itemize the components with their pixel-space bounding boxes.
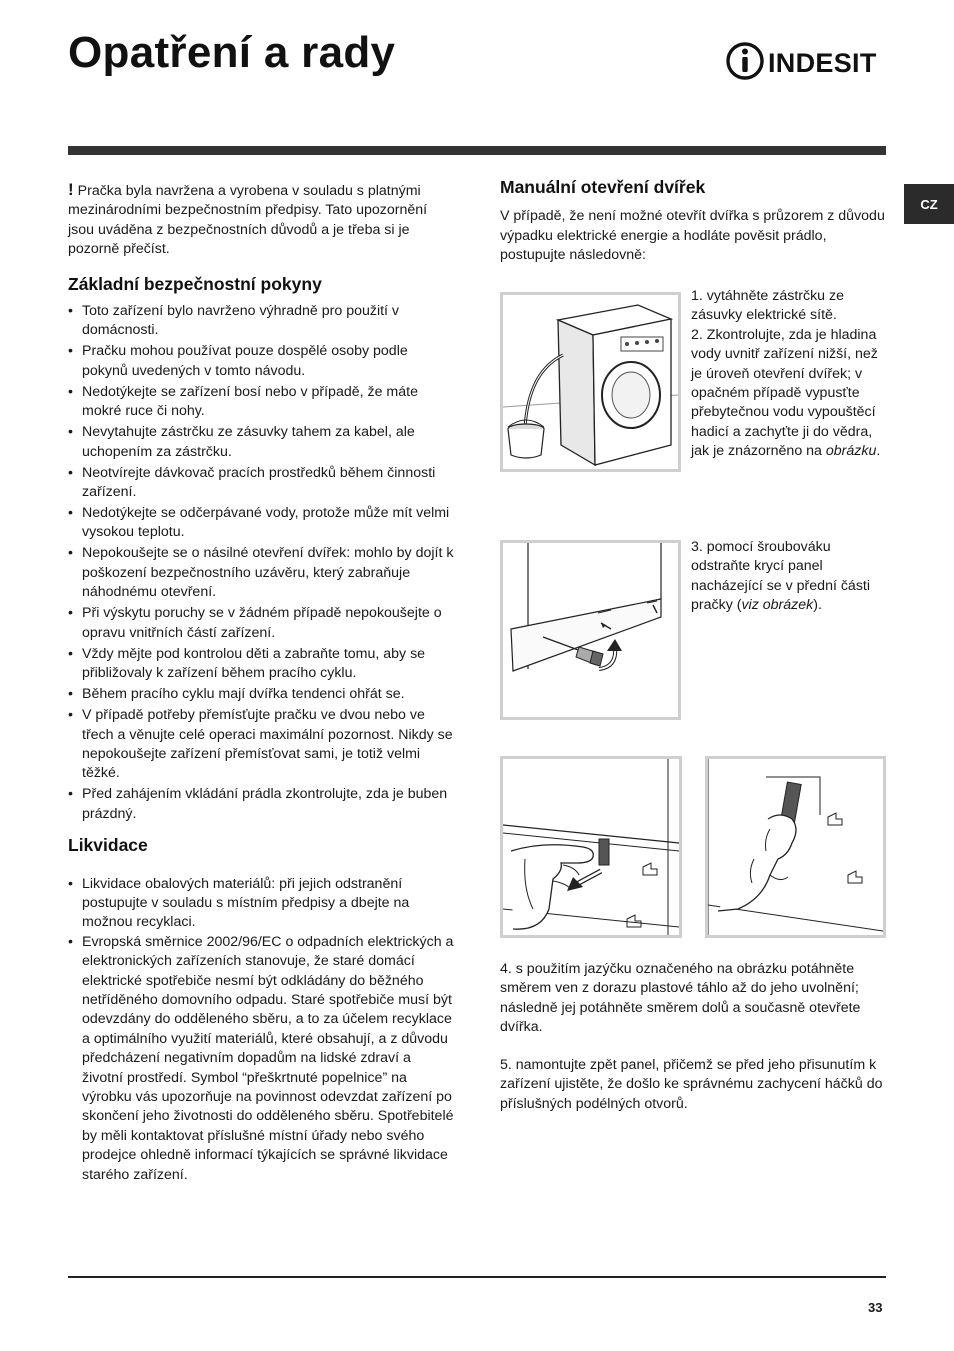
step-1-2-text [691, 287, 891, 462]
step-3-figure-ref: viz obrázek [741, 597, 814, 614]
hand-pull-tab-illustration [503, 759, 679, 935]
footer-rule [68, 1276, 886, 1278]
safety-item: • Nedotýkejte se zařízení bosí nebo v případě, že máte mokré ruce či nohy. [68, 383, 454, 422]
page-number: 33 [868, 1300, 883, 1315]
figure-drain-bucket [500, 292, 681, 472]
disposal-item: • Likvidace obalových materiálů: při jejich odstranění postupujte v souladu s místním předpisy a dbejte na možnou recyklaci. [68, 875, 454, 933]
step-1: 1. vytáhněte zástrčku ze zásuvky elektrické sítě. [691, 288, 844, 324]
safety-item: • Neotvírejte dávkovač pracích prostředků během činnosti zařízení. [68, 464, 454, 503]
indesit-logo [726, 38, 888, 84]
manual-door-intro: V případě, že není možné otevřít dvířka s průzorem z důvodu výpadku elektrické energie a hodláte pověsit prádlo, postupujte následovně: [500, 208, 885, 264]
warning-mark: ! [68, 180, 74, 199]
safety-item: • Toto zařízení bylo navrženo výhradně pro použití v domácnosti. [68, 302, 454, 341]
manual-door-heading: Manuální otevření dvířek [500, 177, 706, 197]
header-rule [68, 146, 886, 155]
safety-item: • Nepokoušejte se o násilné otevření dvířek: mohlo by dojít k poškození bezpečnostního uzávěru, který zabraňuje náhodnému otevření. [68, 544, 454, 602]
figure-pull-tab [500, 756, 682, 938]
step-3-end: ). [813, 597, 822, 614]
figure-remove-panel [500, 540, 681, 720]
language-tab: CZ [904, 184, 954, 224]
step-4-text: 4. s použitím jazýčku označeného na obrázku potáhněte směrem ven z dorazu plastové táhlo až do jeho uvolnění; následně jej potáhněte směrem dolů a současně otevřete dvířka. [500, 961, 861, 1036]
safety-item: • V případě potřeby přemísťujte pračku ve dvou nebo ve třech a věnujte celé operaci maximální pozornost. Nikdy se nepokoušejte zařízení přemísťovat sami, je totiž velmi těžké. [68, 706, 454, 784]
step-5-text: 5. namontujte zpět panel, přičemž se před jeho přisunutím k zařízení ujistěte, že došlo ke správnému zachycení háčků do příslušných podélných otvorů. [500, 1057, 883, 1112]
step-2-end: . [876, 443, 881, 460]
intro-warning [68, 180, 454, 260]
safety-item: • Nevytahujte zástrčku ze zásuvky tahem za kabel, ale uchopením za zástrčku. [68, 423, 454, 462]
safety-list [68, 302, 454, 824]
indesit-logo-mark [726, 38, 888, 84]
safety-item: • Při výskytu poruchy se v žádném případě nepokoušejte o opravu vnitřních částí zařízení. [68, 604, 454, 643]
left-column [68, 180, 454, 1185]
safety-item: • Během pracího cyklu mají dvířka tendenci ohřát se. [68, 685, 454, 704]
safety-item: • Vždy mějte pod kontrolou děti a zabraňte tomu, aby se přibližovaly k zařízení během pracího cyklu. [68, 645, 454, 684]
brand-text: INDESIT [768, 48, 877, 78]
step-2-figure-ref: obrázku [825, 443, 877, 460]
page-title: Opatření a rady [68, 28, 396, 77]
step-3: 3. pomocí šroubováku odstraňte krycí panel nacházející se v přední části pračky ( [691, 539, 871, 614]
disposal-item: • Evropská směrnice 2002/96/EC o odpadních elektrických a elektronických zařízeních stanovuje, že staré domácí elektrické spotřebiče nesmí být odkládány do běžného netříděného domovního odpadu. Staré spotřebiče musí být odevzdány do odděleného sběru, a to za účelem recyklace a optimálního využití materiálů, které obsahují, a z důvodu předcházení negativním dopadům na lidské zdraví a životní prostředí. Symbol “přeškrtnuté popelnice” na výrobku vás upozorňuje na povinnost odevzdat zařízení po skončení jeho životnosti do odděleného sběru. Spotřebitelé by měli kontaktovat příslušné místní úřady nebo svého prodejce ohledně informací týkajících se správné likvidace starého zařízení. [68, 933, 454, 1185]
figure-pull-down [705, 756, 886, 938]
step-2: 2. Zkontrolujte, zda je hladina vody uvnitř zařízení nižší, než je úroveň otevření dvířek; v opačném případě vypusťte přebytečnou vodu vypouštěcí hadicí a zachyťte ji do vědra, jak je znázorněno na [691, 326, 878, 460]
intro-text: Pračka byla navržena a vyrobena v souladu s platnými mezinárodními bezpečnostním předpisy. Tato upozornění jsou uváděna z bezpečnostních důvodů a je třeba si je pozorně přečíst. [68, 183, 428, 258]
washing-machine-illustration [503, 295, 678, 469]
safety-item: • Nedotýkejte se odčerpávané vody, protože může mít velmi vysokou teplotu. [68, 504, 454, 543]
safety-heading: Základní bezpečnostní pokyny [68, 273, 322, 294]
panel-screwdriver-illustration [503, 543, 678, 717]
disposal-list [68, 875, 454, 1186]
disposal-heading: Likvidace [68, 835, 148, 856]
safety-item: • Před zahájením vkládání prádla zkontrolujte, zda je buben prázdný. [68, 785, 454, 824]
step-3-text [691, 538, 891, 616]
hand-pull-down-illustration [708, 759, 883, 935]
safety-item: • Pračku mohou používat pouze dospělé osoby podle pokynů uvedených v tomto návodu. [68, 342, 454, 381]
right-column [500, 178, 888, 266]
